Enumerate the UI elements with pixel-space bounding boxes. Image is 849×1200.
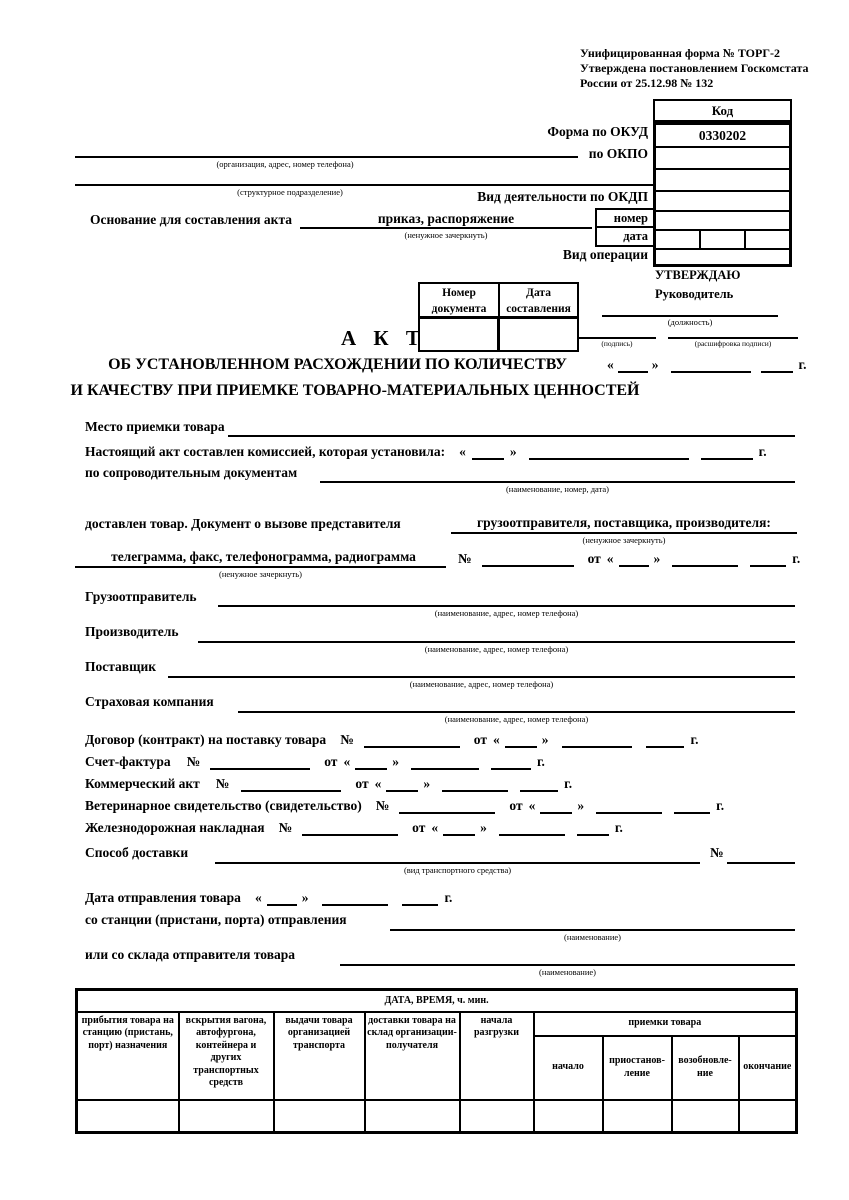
number-sign: № bbox=[278, 820, 293, 836]
month-blank-field[interactable] bbox=[562, 743, 632, 748]
doc-number-cell[interactable] bbox=[420, 319, 500, 350]
doc-number-table bbox=[418, 282, 579, 352]
departure-station-hint: (наименование) bbox=[563, 932, 622, 942]
meta-line-1: Унифицированная форма № ТОРГ-2 bbox=[580, 46, 780, 60]
col-group-acceptance: приемки товара bbox=[534, 1012, 797, 1036]
year-blank-field[interactable] bbox=[402, 901, 438, 906]
order-number-date-box bbox=[595, 208, 655, 247]
date-day-cell[interactable] bbox=[656, 231, 701, 248]
year-blank-field[interactable] bbox=[674, 809, 710, 814]
day-blank-field[interactable] bbox=[355, 765, 387, 770]
act-basis-label: Основание для составления акта bbox=[90, 212, 292, 227]
veterinary-certificate-label: Ветеринарное свидетельство (свидетельство) bbox=[85, 798, 362, 814]
empty-code-cell[interactable] bbox=[656, 170, 789, 192]
sender-warehouse-field-line[interactable] bbox=[340, 964, 795, 966]
from-label: от bbox=[509, 798, 523, 814]
insurance-field-line[interactable] bbox=[238, 711, 795, 713]
month-blank-field[interactable] bbox=[411, 765, 479, 770]
consignor-hint: (наименование, адрес, номер телефона) bbox=[434, 608, 579, 618]
telegram-number-date-row bbox=[458, 549, 800, 567]
doc-number-blank-field[interactable] bbox=[482, 562, 574, 567]
sender-warehouse-label: или со склада отправителя товара bbox=[85, 947, 296, 962]
quote-close: » bbox=[653, 551, 661, 567]
day-blank-field[interactable] bbox=[540, 809, 572, 814]
month-blank-field[interactable] bbox=[442, 787, 508, 792]
year-blank-field[interactable] bbox=[520, 787, 558, 792]
quote-close: » bbox=[541, 732, 549, 748]
year-suffix: г. bbox=[614, 820, 623, 836]
quote-close: » bbox=[577, 798, 585, 814]
quote-open: « bbox=[374, 776, 382, 792]
from-label: от bbox=[355, 776, 369, 792]
day-blank-field[interactable] bbox=[619, 562, 649, 567]
quote-close: » bbox=[651, 357, 659, 373]
telegram-variants: телеграмма, факс, телефонограмма, радиограмма bbox=[111, 549, 416, 564]
number-sign: № bbox=[215, 776, 230, 792]
year-suffix: г. bbox=[564, 776, 573, 792]
day-blank-field[interactable] bbox=[267, 901, 297, 906]
code-column-header: Код bbox=[653, 99, 792, 122]
quote-open: « bbox=[343, 754, 351, 770]
day-blank-field[interactable] bbox=[386, 787, 418, 792]
month-blank-field[interactable] bbox=[529, 455, 689, 460]
doc-number-blank-field[interactable] bbox=[302, 831, 398, 836]
subdivision-hint: (структурное подразделение) bbox=[237, 187, 343, 197]
delivery-method-field-line[interactable] bbox=[215, 862, 700, 864]
invoice-row bbox=[85, 752, 545, 770]
insurance-label: Страховая компания bbox=[85, 694, 214, 709]
doc-number-blank-field[interactable] bbox=[210, 765, 310, 770]
day-blank-field[interactable] bbox=[443, 831, 475, 836]
month-blank-field[interactable] bbox=[671, 368, 751, 373]
data-cell[interactable] bbox=[739, 1100, 797, 1133]
subcol-resumption: возобновле-ние bbox=[672, 1036, 739, 1100]
doc-number-col-header: Номер документа bbox=[420, 284, 500, 316]
data-cell[interactable] bbox=[672, 1100, 739, 1133]
month-blank-field[interactable] bbox=[322, 901, 388, 906]
act-basis-field-line[interactable] bbox=[300, 227, 592, 229]
railway-waybill-row bbox=[85, 818, 623, 836]
consignor-field-line[interactable] bbox=[218, 605, 795, 607]
date-year-cell[interactable] bbox=[746, 231, 789, 248]
doc-date-cell[interactable] bbox=[500, 319, 577, 350]
sender-warehouse-hint: (наименование) bbox=[538, 967, 597, 977]
year-suffix: г. bbox=[792, 551, 801, 567]
departure-station-label: со станции (пристани, порта) отправления bbox=[85, 912, 347, 927]
acceptance-place-field-line[interactable] bbox=[228, 435, 795, 437]
form-approval-meta bbox=[580, 46, 809, 91]
delivery-method-label: Способ доставки bbox=[85, 845, 189, 860]
meta-line-3: России от 25.12.98 № 132 bbox=[580, 76, 714, 90]
okdp-code-cell[interactable] bbox=[656, 192, 789, 212]
data-cell[interactable] bbox=[365, 1100, 460, 1133]
accompanying-docs-label: по сопроводительным документам bbox=[85, 465, 298, 480]
manufacturer-label: Производитель bbox=[85, 624, 179, 639]
dispatch-date-row bbox=[85, 888, 452, 906]
okdp-label: Вид деятельности по ОКДП bbox=[477, 189, 648, 204]
year-suffix: г. bbox=[444, 890, 453, 906]
telegram-variants-line[interactable] bbox=[75, 566, 446, 568]
data-cell[interactable] bbox=[179, 1100, 274, 1133]
departure-station-field-line[interactable] bbox=[390, 929, 795, 931]
manufacturer-field-line[interactable] bbox=[198, 641, 795, 643]
doc-date-col-header: Дата составления bbox=[506, 287, 571, 315]
quote-close: » bbox=[392, 754, 399, 770]
date-time-table-wrap bbox=[75, 988, 798, 1134]
order-date-cells bbox=[656, 231, 789, 250]
quote-open: « bbox=[607, 357, 614, 373]
year-suffix: г. bbox=[798, 357, 807, 373]
year-suffix: г. bbox=[536, 754, 545, 770]
day-blank-field[interactable] bbox=[505, 743, 537, 748]
invoice-label: Счет-фактура bbox=[85, 754, 171, 770]
supplier-field-line[interactable] bbox=[168, 676, 795, 678]
col-goods-issue: выдачи товара организацией транспорта bbox=[274, 1012, 365, 1100]
dispatch-date-label: Дата отправления товара bbox=[85, 890, 241, 906]
year-suffix: г. bbox=[758, 444, 767, 460]
year-blank-field[interactable] bbox=[761, 368, 793, 373]
telegram-variants-hint: (ненужное зачеркнуть) bbox=[219, 569, 302, 579]
okud-code-cell: 0330202 bbox=[656, 125, 789, 148]
number-sign: № bbox=[710, 845, 724, 860]
subcol-start: начало bbox=[534, 1036, 603, 1100]
act-subtitle-line2: И КАЧЕСТВУ ПРИ ПРИЕМКЕ ТОВАРНО-МАТЕРИАЛЬНЫХ ЦЕННОСТЕЙ bbox=[70, 382, 640, 399]
act-subtitle-line1: ОБ УСТАНОВЛЕННОМ РАСХОЖДЕНИИ ПО КОЛИЧЕСТВУ bbox=[108, 356, 567, 373]
col-arrival-station: прибытия товара на станцию (пристань, порт) назначения bbox=[77, 1012, 179, 1100]
order-number-cell[interactable] bbox=[656, 212, 789, 231]
date-month-cell[interactable] bbox=[701, 231, 746, 248]
date-time-table-title: ДАТА, ВРЕМЯ, ч. мин. bbox=[77, 990, 797, 1012]
data-cell[interactable] bbox=[603, 1100, 672, 1133]
doc-table-header bbox=[420, 284, 577, 319]
quote-open: « bbox=[431, 820, 439, 836]
consignor-variants-hint: (ненужное зачеркнуть) bbox=[582, 535, 666, 545]
veterinary-certificate-row bbox=[85, 796, 724, 814]
year-blank-field[interactable] bbox=[577, 831, 609, 836]
commercial-act-label: Коммерческий акт bbox=[85, 776, 200, 792]
doc-number-blank-field[interactable] bbox=[364, 743, 460, 748]
subdivision-field-line[interactable] bbox=[75, 184, 653, 186]
signature-hint: (подпись) bbox=[601, 339, 633, 348]
commercial-act-row bbox=[85, 774, 572, 792]
supplier-label: Поставщик bbox=[85, 659, 157, 674]
meta-line-2: Утверждена постановлением Госкомстата bbox=[580, 61, 809, 75]
year-blank-field[interactable] bbox=[491, 765, 531, 770]
number-sign: № bbox=[458, 551, 472, 567]
month-blank-field[interactable] bbox=[596, 809, 662, 814]
date-time-table bbox=[75, 988, 798, 1134]
day-blank-field[interactable] bbox=[472, 455, 504, 460]
subcol-suspension: приостанов-ление bbox=[603, 1036, 672, 1100]
organization-field-line[interactable] bbox=[75, 156, 578, 158]
organization-hint: (организация, адрес, номер телефона) bbox=[216, 159, 354, 169]
quote-open: « bbox=[606, 551, 614, 567]
consignor-label: Грузоотправитель bbox=[85, 589, 197, 604]
number-sign: № bbox=[375, 798, 390, 814]
quote-open: « bbox=[528, 798, 536, 814]
from-label: от bbox=[324, 754, 338, 770]
order-number-label: номер bbox=[597, 210, 653, 228]
operation-type-cell[interactable] bbox=[656, 250, 789, 266]
code-column bbox=[653, 122, 792, 267]
operation-type-label: Вид операции bbox=[562, 247, 648, 262]
year-blank-field[interactable] bbox=[701, 455, 753, 460]
quote-open: « bbox=[492, 732, 500, 748]
doc-number-blank-field[interactable] bbox=[399, 809, 495, 814]
railway-waybill-label: Железнодорожная накладная bbox=[85, 820, 265, 836]
act-basis-value: приказ, распоряжение bbox=[377, 211, 515, 226]
position-hint: (должность) bbox=[667, 317, 713, 327]
act-basis-hint: (ненужное зачеркнуть) bbox=[404, 230, 488, 240]
quote-open: « bbox=[254, 890, 262, 906]
col-opening-wagon: вскрытия вагона, автофургона, контейнера и других транспортных средств bbox=[179, 1012, 274, 1100]
data-cell[interactable] bbox=[460, 1100, 534, 1133]
insurance-hint: (наименование, адрес, номер телефона) bbox=[444, 714, 589, 724]
manufacturer-hint: (наименование, адрес, номер телефона) bbox=[424, 644, 569, 654]
accompanying-docs-field-line[interactable] bbox=[320, 481, 795, 483]
from-label: от bbox=[587, 551, 601, 567]
quote-close: » bbox=[301, 890, 309, 906]
okpo-label: по ОКПО bbox=[588, 146, 648, 161]
subcol-end: окончание bbox=[739, 1036, 797, 1100]
approve-title: УТВЕРЖДАЮ bbox=[655, 268, 741, 282]
month-blank-field[interactable] bbox=[672, 562, 738, 567]
signature-name-hint: (расшифровка подписи) bbox=[694, 339, 772, 348]
delivery-method-hint: (вид транспортного средства) bbox=[403, 865, 512, 875]
doc-number-blank-field[interactable] bbox=[241, 787, 341, 792]
approve-date-row bbox=[607, 355, 806, 373]
acceptance-place-label: Место приемки товара bbox=[85, 419, 225, 434]
from-label: от bbox=[473, 732, 487, 748]
delivered-goods-label: доставлен товар. Документ о вызове представителя bbox=[85, 516, 401, 531]
quote-open: « bbox=[459, 444, 466, 460]
year-blank-field[interactable] bbox=[646, 743, 684, 748]
accompanying-docs-hint: (наименование, номер, дата) bbox=[505, 484, 610, 494]
okpo-code-cell[interactable] bbox=[656, 148, 789, 170]
data-cell[interactable] bbox=[274, 1100, 365, 1133]
data-cell[interactable] bbox=[534, 1100, 603, 1133]
approve-role: Руководитель bbox=[655, 287, 734, 301]
col-warehouse-delivery: доставки товара на склад организации-получателя bbox=[365, 1012, 460, 1100]
order-date-label: дата bbox=[623, 228, 648, 243]
consignor-variants: грузоотправителя, поставщика, производителя: bbox=[477, 515, 771, 530]
year-suffix: г. bbox=[716, 798, 725, 814]
month-blank-field[interactable] bbox=[499, 831, 565, 836]
commission-label: Настоящий акт составлен комиссией, которая установила: bbox=[85, 444, 446, 460]
commission-row bbox=[85, 442, 767, 460]
day-blank-field[interactable] bbox=[618, 368, 648, 373]
doc-table-body bbox=[420, 319, 577, 350]
act-title: А К Т bbox=[341, 326, 426, 350]
from-label: от bbox=[412, 820, 426, 836]
data-cell[interactable] bbox=[77, 1100, 179, 1133]
supplier-hint: (наименование, адрес, номер телефона) bbox=[409, 679, 554, 689]
number-sign: № bbox=[340, 732, 354, 748]
year-suffix: г. bbox=[690, 732, 699, 748]
col-unloading-start: начала разгрузки bbox=[460, 1012, 534, 1100]
number-sign: № bbox=[186, 754, 201, 770]
transport-number-blank-field[interactable] bbox=[727, 862, 795, 864]
quote-close: » bbox=[509, 444, 517, 460]
quote-close: » bbox=[423, 776, 431, 792]
contract-label: Договор (контракт) на поставку товара bbox=[85, 732, 327, 748]
quote-close: » bbox=[480, 820, 487, 836]
okud-label: Форма по ОКУД bbox=[547, 124, 648, 139]
consignor-variants-line[interactable] bbox=[451, 532, 797, 534]
year-blank-field[interactable] bbox=[750, 562, 786, 567]
contract-row bbox=[85, 730, 698, 748]
